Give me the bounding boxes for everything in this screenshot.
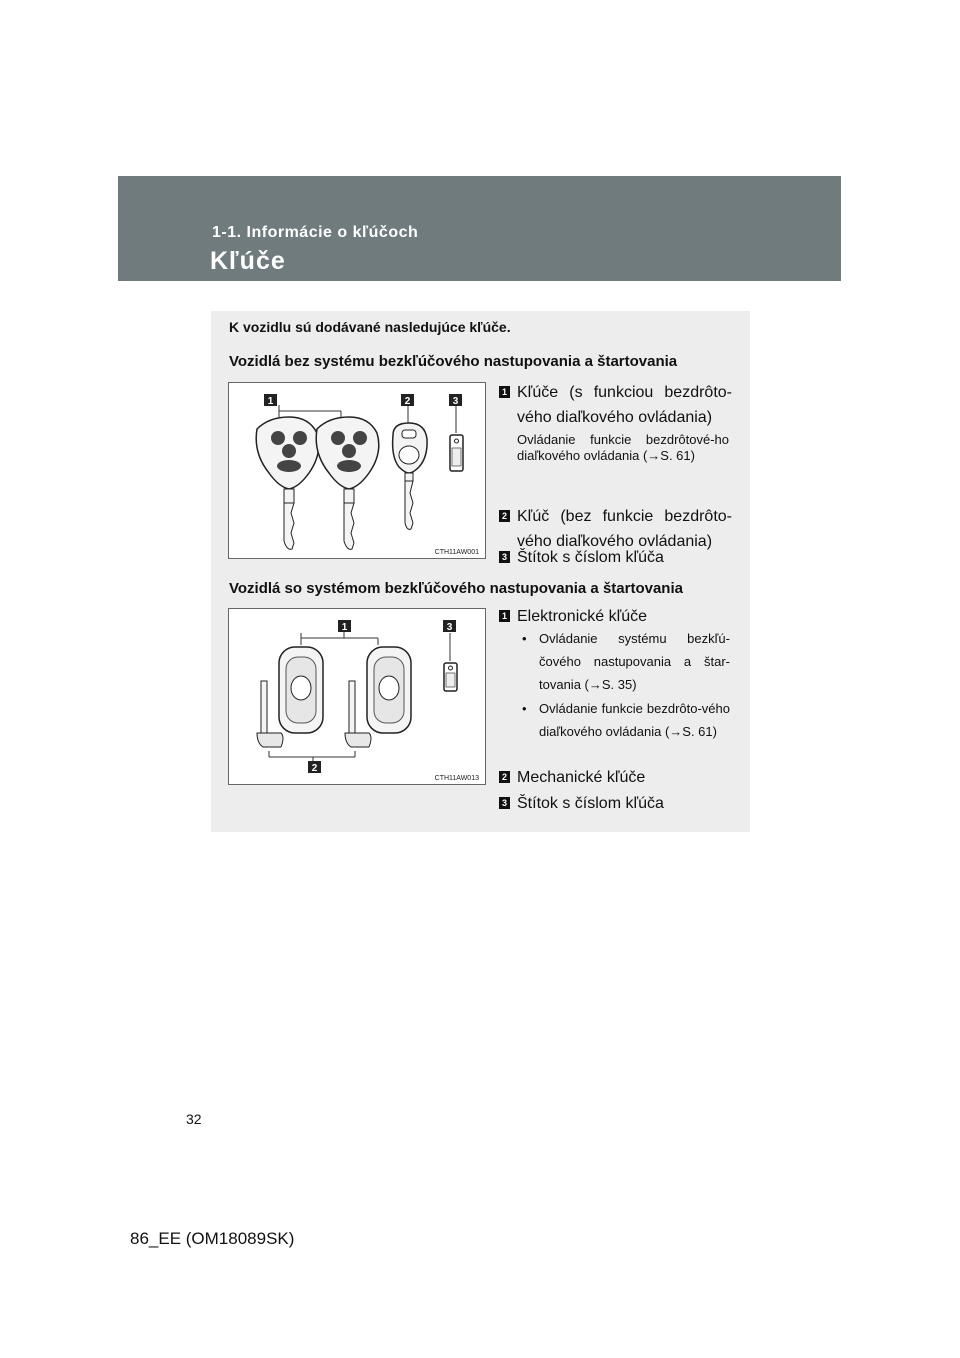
list-item-text: Elektronické kľúče [517, 608, 648, 625]
callout-2: 2 [404, 396, 411, 407]
remote-key-icon [316, 417, 379, 549]
plain-key-icon [393, 423, 428, 529]
callout-3: 3 [452, 396, 459, 407]
keys-illustration-a [229, 383, 485, 558]
item-number-badge: 2 [499, 510, 510, 522]
bullet-item [522, 627, 730, 696]
list-item-text: Mechanické kľúče [517, 769, 646, 786]
intro-text: K vozidlu sú dodávané nasledujúce kľúče. [229, 319, 511, 335]
keys-figure-a [228, 382, 486, 559]
keys-figure-b [228, 608, 486, 785]
bullet-text: Ovládanie funkcie bezdrôto-vého diaľkového ovládania (→S. 61) [539, 701, 730, 739]
list-item [499, 604, 732, 629]
callout-2: 2 [311, 763, 318, 774]
document-code: 86_EE (OM18089SK) [130, 1229, 295, 1248]
key-number-plate-icon [444, 663, 457, 691]
list-item-text: Kľúč (bez funkcie bezdrôto-vého diaľkového ovládania) [517, 508, 732, 550]
bullet-dot: • [522, 631, 527, 646]
bullet-text: Ovládanie systému bezkľú-čového nastupovania a štar-tovania (→S. 35) [539, 631, 730, 692]
item-number-badge: 3 [499, 551, 510, 563]
section-a-heading: Vozidlá bez systému bezkľúčového nastupovania a štartovania [229, 353, 678, 370]
list-item [499, 545, 732, 570]
electronic-key-icon [279, 647, 323, 733]
section-b-heading: Vozidlá so systémom bezkľúčového nastupovania a štartovania [229, 580, 683, 597]
bullet-dot: • [522, 701, 527, 716]
callout-1: 1 [267, 396, 274, 407]
keys-illustration-b [229, 609, 485, 784]
item-number-badge: 3 [499, 797, 510, 809]
list-item-text: Kľúče (s funkciou bezdrôto-vého diaľkového ovládania) [517, 384, 732, 426]
note-text: Ovládanie funkcie bezdrôtové-ho diaľkového ovládania (→S. 61) [517, 432, 729, 463]
list-item [499, 380, 732, 430]
figure-code: CTH11AW013 [434, 775, 479, 782]
list-item-text: Štítok s číslom kľúča [517, 795, 664, 812]
callout-3: 3 [446, 622, 453, 633]
page-title: Kľúče [210, 247, 286, 275]
list-item [499, 765, 732, 790]
page-number: 32 [186, 1111, 202, 1127]
callout-1: 1 [341, 622, 348, 633]
figure-code: CTH11AW001 [434, 549, 479, 556]
key-number-plate-icon [450, 435, 463, 471]
list-item [499, 791, 732, 816]
item-number-badge: 2 [499, 771, 510, 783]
item-number-badge: 1 [499, 610, 510, 622]
electronic-key-icon [367, 647, 411, 733]
list-item-text: Štítok s číslom kľúča [517, 549, 664, 566]
remote-key-icon [256, 417, 319, 549]
bullet-item [522, 697, 730, 743]
item-number-badge: 1 [499, 386, 510, 398]
section-title: 1-1. Informácie o kľúčoch [212, 224, 419, 241]
